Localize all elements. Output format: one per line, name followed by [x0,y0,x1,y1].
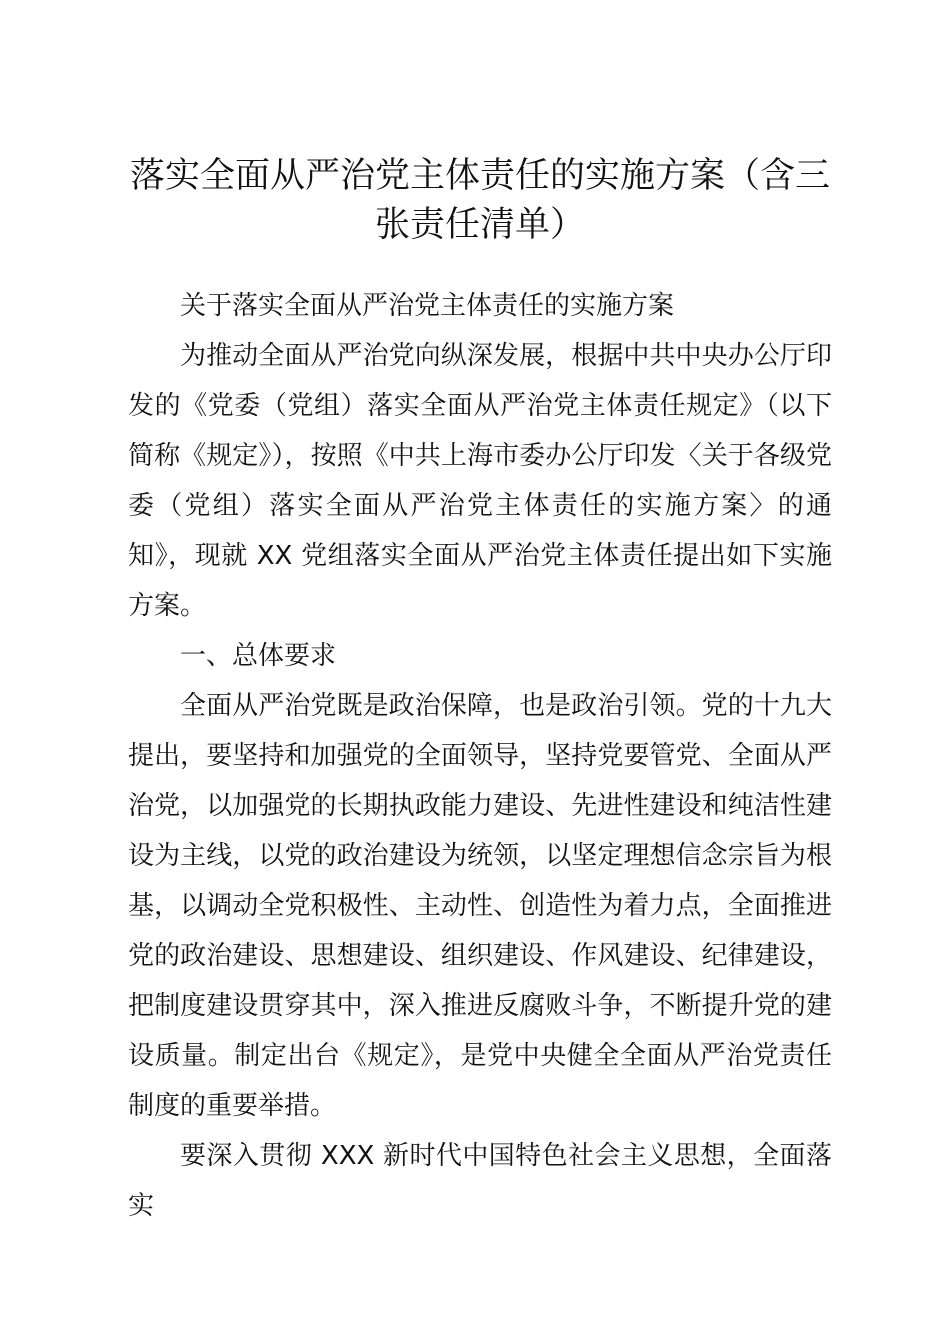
section-heading-general-requirements: 一、总体要求 [180,641,337,671]
document-title: 落实全面从严治党主体责任的实施方案（含三张责任清单） [129,156,830,245]
paragraph-continued: 要深入贯彻 XXX 新时代中国特色社会主义思想，全面落实 [128,1141,832,1221]
paragraph-intro: 为推动全面从严治党向纵深发展，根据中共中央办公厅印发的《党委（党组）落实全面从严治党主体责任规定》（以下简称《规定》），按照《中共上海市委办公厅印发〈关于各级党委（党组）落实全面从严治党主体责任的实施方案〉的通知》，现就 XX 党组落实全面从严治党主体责任提出如下实施方案。 [128,341,832,621]
document-body [128,281,832,1231]
paragraph-general-requirements: 全面从严治党既是政治保障，也是政治引领。党的十九大提出，要坚持和加强党的全面领导，坚持党要管党、全面从严治党，以加强党的长期执政能力建设、先进性建设和纯洁性建设为主线，以党的政治建设为统领，以坚定理想信念宗旨为根基，以调动全党积极性、主动性、创造性为着力点，全面推进党的政治建设、思想建设、组织建设、作风建设、纪律建设，把制度建设贯穿其中，深入推进反腐败斗争，不断提升党的建设质量。制定出台《规定》，是党中央健全全面从严治党责任制度的重要举措。 [128,691,832,1121]
document-subtitle: 关于落实全面从严治党主体责任的实施方案 [180,291,675,321]
